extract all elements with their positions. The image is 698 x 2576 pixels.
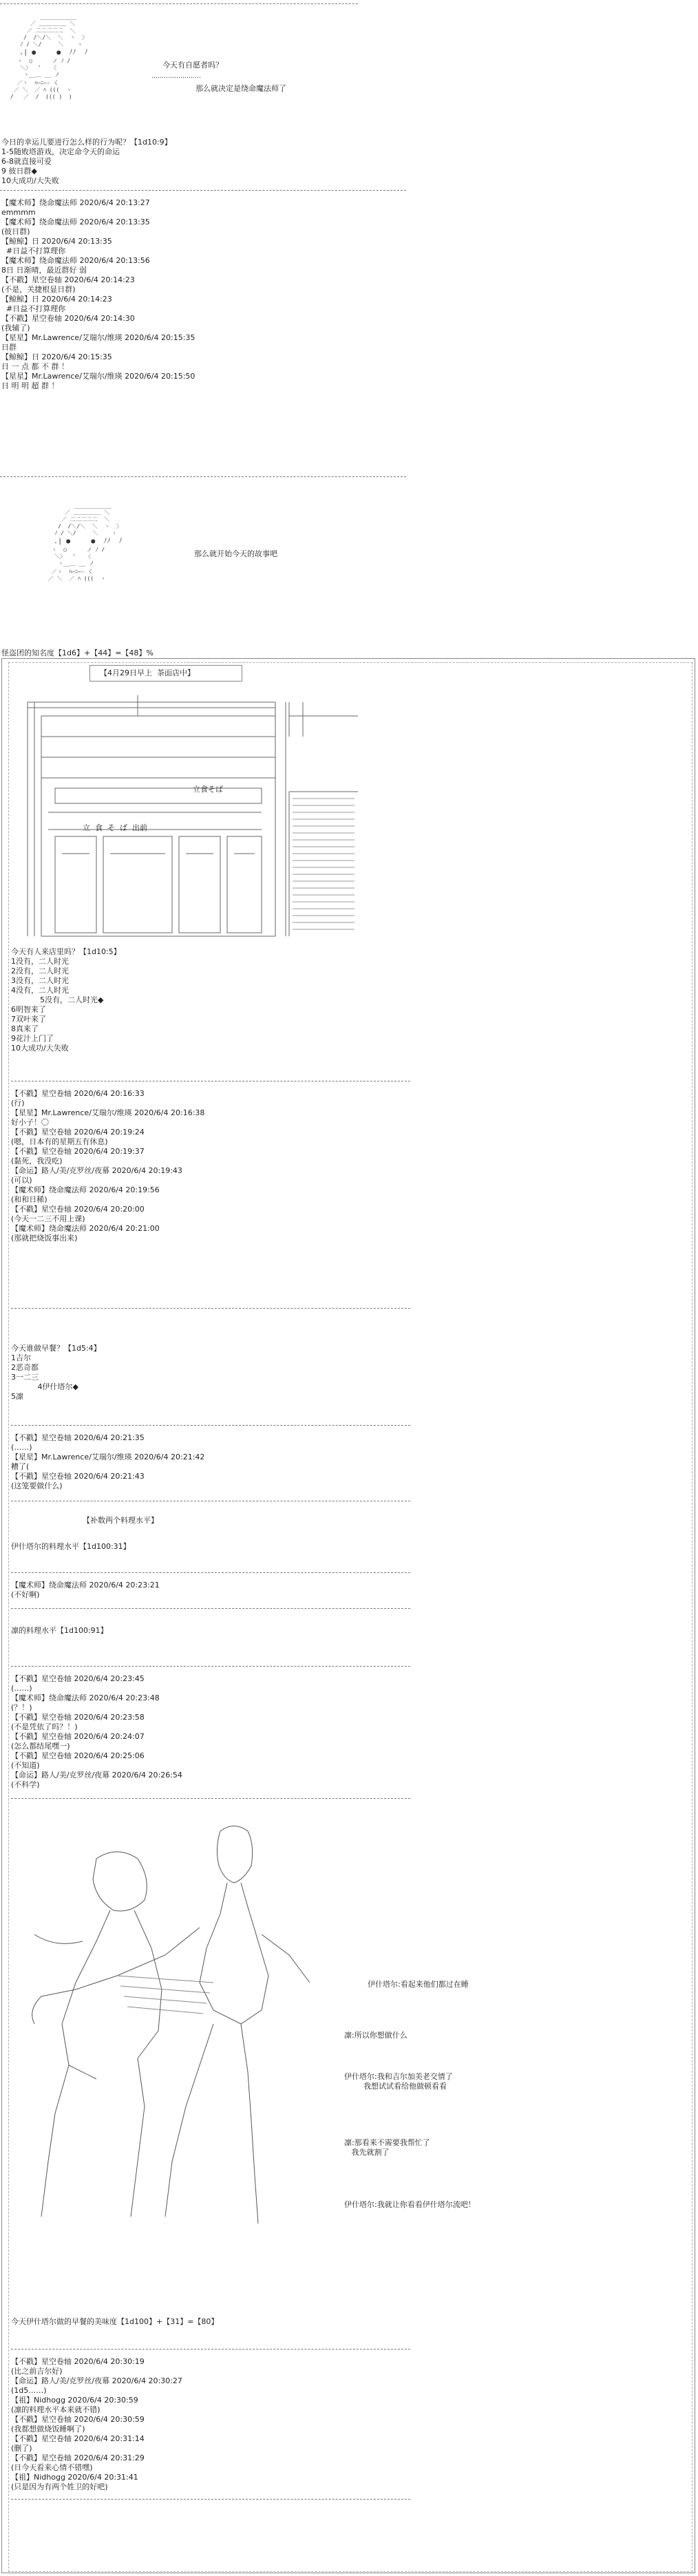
chat-line: 糟了( (11, 1462, 30, 1471)
chat-line: (？！) (11, 1703, 32, 1712)
aa-line: ヽ ○ ノ ﾉ / (7, 58, 71, 64)
chat-line: 【星星】Mr.Lawrence/艾瑞尔/维瑛 2020/6/4 20:15:35 (1, 333, 195, 342)
chat-line: 【魔术师】绕命魔法师 2020/6/4 20:23:21 (11, 1581, 160, 1590)
aa-line: ／ ＿＿＿＿＿ ＼ (41, 509, 110, 516)
roll-line: 8真来了 (11, 1024, 39, 1033)
aa-line: ヽ ○ ノ ﾉ / (41, 547, 105, 553)
chat-log (11, 2357, 182, 2492)
aa-line: ／ヽ ﾊ―ﾆ―‐ く (7, 80, 59, 86)
chat-line: 【命运】路人/美/克罗丝/夜幕 2020/6/4 20:30:27 (11, 2376, 182, 2385)
roll-line: 1-5随败塔游戏，决定命令天的命运 (1, 147, 120, 156)
thought-text: 今天有自愿者吗？ (162, 61, 223, 70)
chat-line: 【不戳】星空卷轴 2020/6/4 20:30:59 (11, 2415, 145, 2424)
aa-line: .| ● ● ﾉﾉ ﾉ (7, 49, 88, 56)
aa-line: ___________ (41, 503, 112, 509)
chat-line: 【不戳】星空卷轴 2020/6/4 20:31:14 (11, 2434, 145, 2443)
scene-title-box (89, 665, 242, 682)
chat-line: 【祖】Nidhogg 2020/6/4 20:31:41 (11, 2473, 138, 2482)
dialogue-bubble: 伊什塔尔:我和吉尔加美老交情了 我想试试看给他做顿看看 (344, 2072, 453, 2091)
roll-block (11, 1344, 101, 1402)
chat-line: (黏死，我没吃) (11, 1157, 63, 1165)
chat-line: (我都想做烧饭睡啊了) (11, 2425, 85, 2434)
roll-line: 伊什塔尔的料理水平【1d100:31】 (11, 1542, 131, 1551)
favor-line: 怪盗团的知名度【1d6】+【44】=【48】% (1, 648, 154, 657)
chat-log (1, 198, 195, 391)
divider (11, 2349, 410, 2350)
divider (11, 1798, 410, 1799)
chat-line: 【星星】Mr.Lawrence/艾瑞尔/维瑛 2020/6/4 20:21:42 (11, 1453, 205, 1461)
chat-line: (行) (11, 1099, 25, 1108)
thought-dots: …………………… (151, 73, 201, 80)
chat-line: (我辅了) (1, 324, 30, 332)
chat-line: emmmm (1, 208, 36, 217)
chat-line: (不好啊) (11, 1590, 40, 1599)
chat-line: 【魔术师】绕命魔法师 2020/6/4 20:21:00 (11, 1224, 160, 1233)
aa-line: ヽ__＿ __ ノ (7, 72, 60, 78)
roll-line: 7双叶来了 (11, 1015, 46, 1024)
aa-line: ／ 二二二二二 ＼ (7, 28, 76, 34)
roll-line: 5凛 (11, 1392, 23, 1401)
roll-line: 2恶奇都 (11, 1363, 39, 1372)
roll-line: 今日的幸运儿要进行怎么样的行为呢？【1d10:9】 (1, 138, 172, 147)
roll-line: 今天有人来店里吗？【1d10:5】 (11, 947, 121, 956)
chat-line: (……) (11, 1443, 32, 1452)
character-illustration (14, 1817, 372, 2230)
chat-line: 【星星】Mr.Lawrence/艾瑞尔/维瑛 2020/6/4 20:15:50 (1, 372, 195, 381)
divider (11, 1608, 410, 1609)
chat-line: 【魔术师】绕命魔法师 2020/6/4 20:23:48 (11, 1693, 160, 1702)
dialogue-bubble: 伊什塔尔:看起来他们都过在睡 (368, 1980, 469, 1989)
thought-text: 那么就开始今天的故事吧 (194, 549, 277, 558)
roll-block (1, 138, 172, 186)
aa-line: / /＼/＼ ＼ ヽ 〉 (41, 523, 123, 529)
chat-line: 【不戳】星空卷轴 2020/6/4 20:14:30 (1, 314, 135, 323)
chat-line: 【魔术师】绕命魔法师 2020/6/4 20:13:56 (1, 256, 150, 265)
aa-line: .| ● ● ﾉﾉ ﾉ (41, 538, 123, 545)
chat-line: (怎么都结尾嘿一) (11, 1742, 70, 1751)
chat-line: 【不戳】星空卷轴 2020/6/4 20:30:19 (11, 2357, 145, 2366)
roll-line: 1没有，二人时光 (11, 957, 69, 966)
shop-illustration (14, 695, 372, 943)
dialogue-bubble: 凛:所以你想做什么 (344, 2031, 408, 2040)
dialogue-bubble: 伊什塔尔:我就让你看看伊什塔尔流吧！ (344, 2200, 476, 2209)
shop-banner: 立 食 そ ば 出前 (83, 823, 147, 832)
chat-line: (删了) (11, 2444, 32, 2453)
aa-line: ／ヽ ﾊ―ﾆ―‐ く (41, 569, 94, 575)
roll-line: 10大成功/大失败 (1, 176, 59, 185)
chat-line: 【不戳】星空卷轴 2020/6/4 20:31:29 (11, 2453, 145, 2462)
chat-line: 【不戳】星空卷轴 2020/6/4 20:21:35 (11, 1433, 145, 1442)
chat-line: (今天一二三不用上课) (11, 1214, 85, 1223)
aa-line: ﾉ / ＼/ ＼ ヽ (41, 530, 117, 536)
chat-line: (不是凭依了吗？！) (11, 1722, 78, 1731)
chat-log (11, 1089, 204, 1243)
aa-line: ﾉ / ＼/ ＼ ヽ (7, 41, 83, 47)
chat-line: 【不戳】星空卷轴 2020/6/4 20:19:24 (11, 1128, 145, 1137)
roll-line: 10大成功/大失败 (11, 1044, 69, 1053)
divider (0, 190, 406, 191)
shop-sign: 立食そば (193, 785, 223, 794)
chat-line: 【不戳】星空卷轴 2020/6/4 20:23:45 (11, 1674, 145, 1683)
chat-line: (可以) (11, 1176, 32, 1185)
chat-line: 【鲸鲸】日 2020/6/4 20:15:35 (1, 352, 112, 361)
chat-line: 日群 (1, 343, 17, 352)
chat-line: 【魔术师】绕命魔法师 2020/6/4 20:19:56 (11, 1185, 160, 1194)
aa-line: ヽ__＿ __ ノ (41, 560, 94, 567)
divider (11, 2499, 410, 2500)
chat-line: 【星星】Mr.Lawrence/艾瑞尔/维瑛 2020/6/4 20:16:38 (11, 1108, 205, 1117)
chat-line: 好小子！〇 (11, 1118, 49, 1127)
chat-line: 日 明 明 超 群 ！ (1, 381, 59, 390)
chat-line: (和和日稀) (11, 1195, 47, 1204)
chat-line: (……) (11, 1684, 32, 1693)
roll-line: 9花汁上门了 (11, 1034, 54, 1043)
chat-log (11, 1581, 160, 1600)
aa-line: ＼〉 ' 〈 (41, 553, 92, 560)
chat-line: (凛的料理水平本来就不错) (11, 2405, 101, 2414)
aa-line: / /＼/＼ ＼ ヽ 〉 (7, 34, 88, 41)
chat-line: 【不戳】星空卷轴 2020/6/4 20:14:23 (1, 275, 135, 284)
chat-line: (不科学) (11, 1780, 40, 1789)
chat-line: #日益不打算理你 (1, 304, 66, 313)
roll-line: 3一二三 (11, 1373, 39, 1382)
chat-line: 【命运】路人/美/克罗丝/夜幕 2020/6/4 20:26:54 (11, 1771, 182, 1780)
chat-line: 【不戳】星空卷轴 2020/6/4 20:24:07 (11, 1732, 145, 1741)
chat-line: 【鲸鲸】日 2020/6/4 20:14:23 (1, 295, 112, 304)
divider (11, 1666, 410, 1667)
divider (11, 1308, 410, 1309)
divider (0, 476, 406, 477)
aa-line: ／ ＿＿＿＿＿ ＼ (7, 21, 76, 27)
chat-line: 【魔术师】绕命魔法师 2020/6/4 20:13:27 (1, 198, 150, 207)
chat-line: #日益不打算理你 (1, 246, 66, 255)
aa-line: ___________ (7, 14, 77, 20)
aa-line: ／ ＼ ／ ﾊ ((( ヽ (7, 87, 72, 93)
chat-line: (只是因为有两个姓卫的好吧) (11, 2482, 108, 2491)
roll-line: 6明智来了 (11, 1005, 46, 1014)
chat-log (11, 1433, 204, 1491)
chat-line: 日 一 点 都 不 群 ！ (1, 362, 69, 371)
chat-log (11, 1674, 182, 1790)
chat-line: 【不戳】星空卷轴 2020/6/4 20:21:43 (11, 1472, 145, 1481)
roll-line: 今天伊什塔尔做的早餐的美味度【1d100】+【31】=【80】 (11, 2317, 219, 2326)
chat-line: 8日 日渐晴，最近群好 弱 (1, 266, 87, 275)
chat-line: (日今天看来心情不错嘿) (11, 2463, 93, 2472)
divider (0, 3, 358, 4)
roll-line: 4没有，二人时光 (11, 986, 69, 995)
divider (11, 1425, 410, 1426)
aa-line: ＼〉 ' 〈 (7, 65, 57, 71)
roll-line: 6-8就直接可爱 (1, 157, 52, 166)
chat-line: 【命运】路人/美/克罗丝/夜幕 2020/6/4 20:19:43 (11, 1166, 182, 1175)
roll-line: 1吉尔 (11, 1353, 31, 1362)
chat-line: 【不戳】星空卷轴 2020/6/4 20:23:58 (11, 1713, 145, 1722)
dialogue-bubble: 凛:那看来不需要我帮忙了 我先就割了 (344, 2138, 430, 2157)
chat-line: (1d5……) (11, 2386, 47, 2395)
chat-line: (不是，关捷根显日群) (1, 285, 76, 294)
scene-title: 【4月29日早上 茶面店中】 (100, 668, 195, 677)
roll-line: 凛的料理水平【1d100:91】 (11, 1626, 108, 1635)
roll-line: 2没有，二人时光 (11, 967, 69, 975)
chat-line: (比之前吉尔好) (11, 2367, 63, 2376)
aa-line: / ／ / ((( ) ) (7, 94, 72, 100)
chat-line: (那就把烧饭事出来) (11, 1234, 78, 1243)
chat-line: 【魔术师】绕命魔法师 2020/6/4 20:13:35 (1, 218, 150, 226)
roll-line: 9 彼日群◆ (1, 167, 37, 176)
chat-line: (嗯，日本有的星期五有休息) (11, 1137, 108, 1146)
chat-line: 【不戳】星空卷轴 2020/6/4 20:25:06 (11, 1751, 145, 1760)
chat-line: (这笼要做什么) (11, 1481, 63, 1490)
chat-line: 【不戳】星空卷轴 2020/6/4 20:20:00 (11, 1205, 145, 1214)
chat-line: (彼日群) (1, 227, 30, 236)
roll-line: 4伊什塔尔◆ (11, 1382, 78, 1391)
roll-line: 今天谁做早餐？【1d5:4】 (11, 1344, 101, 1353)
chat-line: (不知道) (11, 1761, 40, 1770)
roll-heading: 【补数两个料理水平】 (83, 1516, 158, 1525)
chat-line: 【不戳】星空卷轴 2020/6/4 20:16:33 (11, 1089, 145, 1098)
aa-line: ／ ＼ ／ ﾊ ((( ヽ (41, 576, 106, 582)
roll-block (11, 947, 121, 1053)
aa-line: ／ 二二二二二 ＼ (41, 516, 110, 522)
divider (11, 1572, 410, 1573)
chat-line: 【祖】Nidhogg 2020/6/4 20:30:59 (11, 2396, 138, 2405)
thought-text: 那么就决定是绕命魔法师了 (195, 84, 286, 93)
roll-line: 5没有，二人时光◆ (11, 995, 104, 1004)
chat-line: 【鲸鲸】日 2020/6/4 20:13:35 (1, 237, 112, 246)
roll-line: 3没有，二人时光 (11, 976, 69, 985)
chat-line: 【不戳】星空卷轴 2020/6/4 20:19:37 (11, 1147, 145, 1156)
